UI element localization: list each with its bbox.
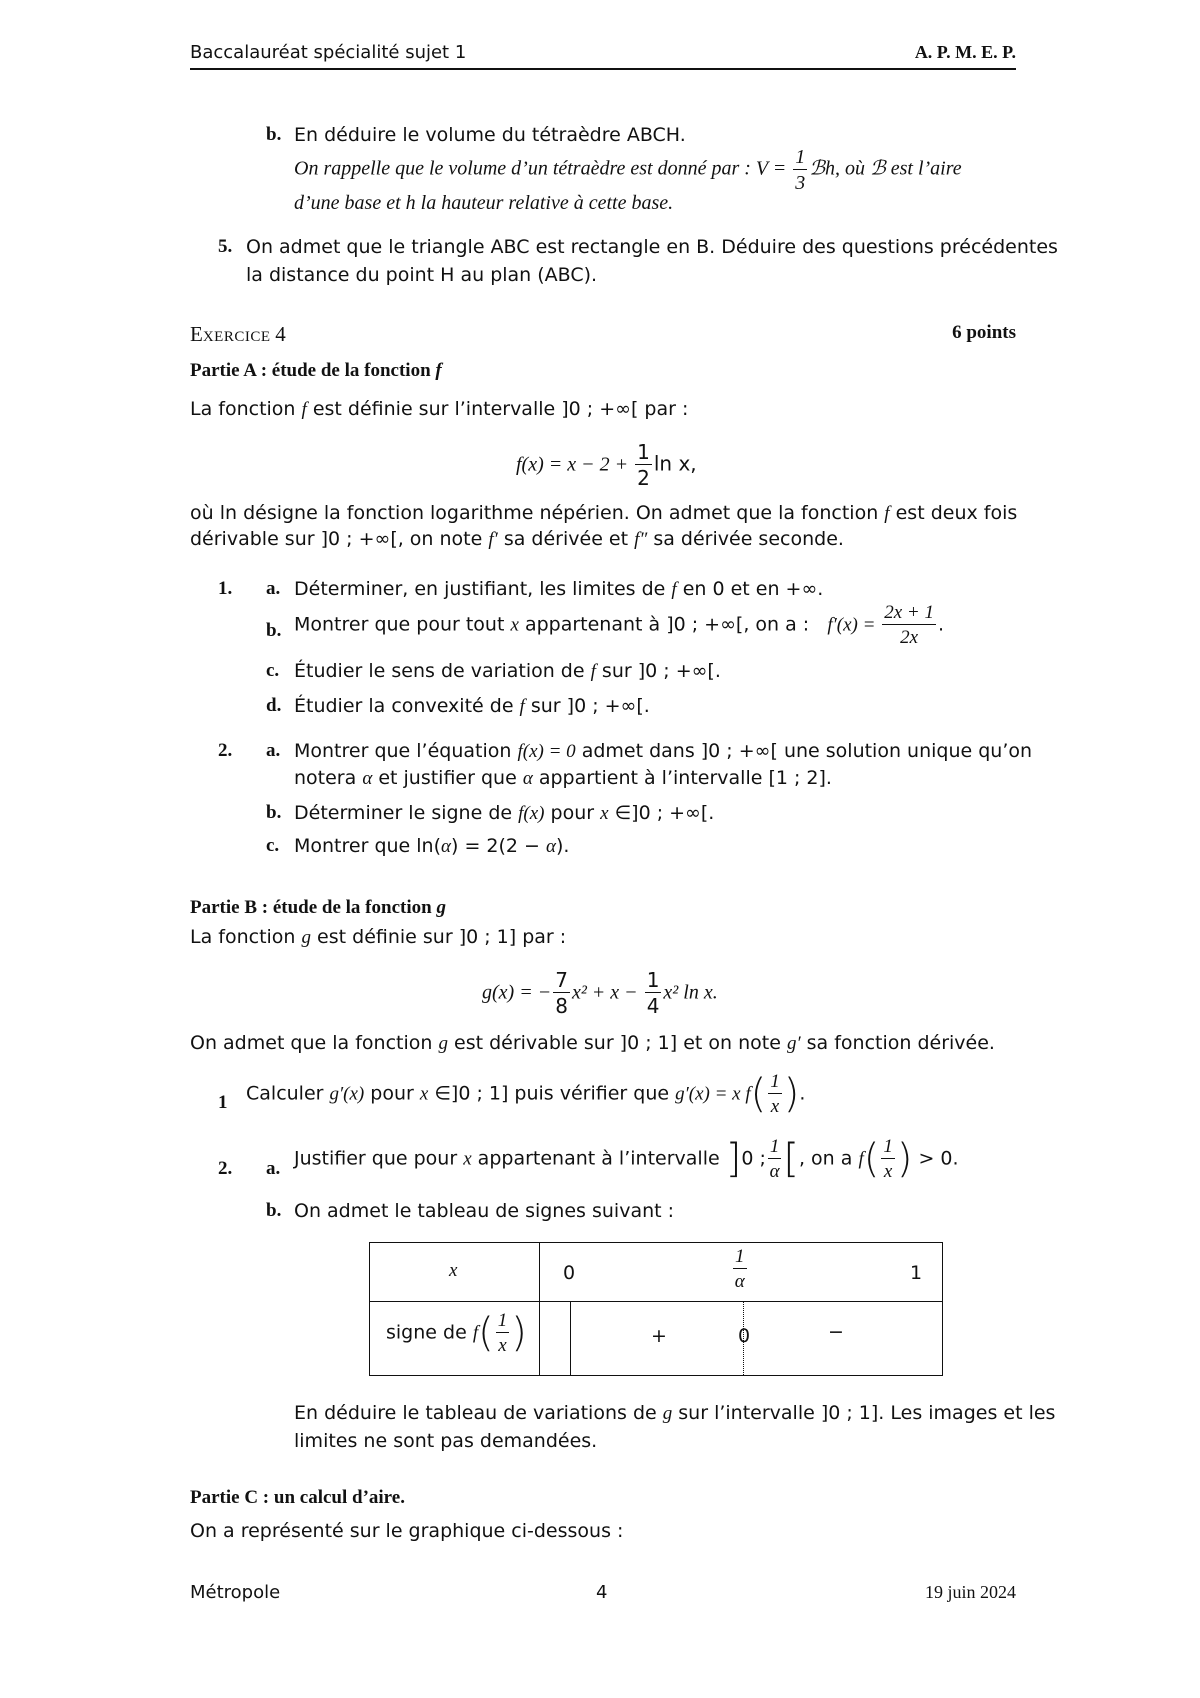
partB-q2a-text: Justifier que pour x appartenant à l’intervalle ]0 ; $\frac{1}{\alpha}$ [, on a f( $\frac{1}{x}$ ) > 0. [294,1136,959,1182]
exercise-title: EXERCICE 4 [190,322,286,346]
header-left: Baccalauréat spécialité sujet 1 [190,42,467,63]
partB-q2-number: 2. [218,1158,233,1179]
sign-table [369,1242,943,1376]
header-rule [190,68,1016,70]
partA-q2a-line1: Montrer que l’équation f(x) = 0 admet dans ]0 ; +∞[ une solution unique qu’on [294,740,1033,762]
q5-label: 5. [218,236,233,257]
partA-q2b-text: Déterminer le signe de f(x) pour x ∈]0 ; +∞[. [294,802,715,824]
sign-table-plus: + [651,1325,667,1347]
sign-table-zero: 0 [738,1325,751,1347]
sign-table-x-label: x [449,1260,458,1281]
partA-q1-number: 1. [218,578,233,599]
sign-table-row-label: signe de f( $\frac{1}{x}$ ) [386,1310,527,1356]
q4b-label: b. [266,124,282,145]
sign-table-row-divider [370,1301,942,1302]
partB-q1-text: Calculer g′(x) pour x ∈]0 ; 1] puis vérifier que g′(x) = x f( $\frac{1}{x}$ ). [246,1071,806,1117]
footer-left: Métropole [190,1582,281,1603]
q4b-text: En déduire le volume du tétraèdre ABCH. [294,124,686,146]
header-right: A. P. M. E. P. [914,42,1016,62]
sign-table-col-divider [539,1243,540,1375]
partA-q1d-label: d. [266,695,282,716]
partB-q2a-label: a. [266,1158,281,1179]
q5-line1: On admet que le triangle ABC est rectangle en B. Déduire des questions précédentes [246,236,1058,258]
sign-table-col-mid: $\frac{1}{\alpha}$ [734,1246,745,1292]
partB-q2b-text: On admet le tableau de signes suivant : [294,1200,675,1222]
partB-after-line1: En déduire le tableau de variations de g sur l’intervalle ]0 ; 1]. Les images et les [294,1402,1056,1424]
partB-text: On admet que la fonction g est dérivable sur ]0 ; 1] et on note g′ sa fonction dérivée. [190,1032,995,1054]
sign-table-col-end: 1 [910,1262,923,1284]
partA-q2c-label: c. [266,835,280,856]
partA-title: Partie A : étude de la fonction f [190,360,442,381]
partA-text-line2: dérivable sur ]0 ; +∞[, on note f′ sa dérivée et f″ sa dérivée seconde. [190,528,844,550]
q4b-note: On rappelle que le volume d’un tétraèdre est donné par : V = $\frac{1}{3}$ ℬh, où ℬ est l’aire [294,146,962,194]
sign-table-col-0: 0 [563,1262,576,1284]
partA-q1d-text: Étudier la convexité de f sur ]0 ; +∞[. [294,695,650,717]
partC-text: On a représenté sur le graphique ci-dessous : [190,1520,624,1542]
partB-after-line2: limites ne sont pas demandées. [294,1430,598,1452]
sign-table-minus: − [828,1321,844,1343]
partA-q1c-text: Étudier le sens de variation de f sur ]0 ; +∞[. [294,660,721,682]
partA-q2a-label: a. [266,740,281,761]
partA-q2c-text: Montrer que ln(α) = 2(2 − α). [294,835,570,857]
q4b-note-line2: d’une base et h la hauteur relative à cette base. [294,192,674,214]
partA-formula: f(x) = x − 2 + $\frac{1}{2}$ ln x, [516,440,697,490]
partB-title: Partie B : étude de la fonction g [190,897,446,918]
partA-text-line1: où ln désigne la fonction logarithme népérien. On admet que la fonction f est deux fois [190,502,1018,524]
footer-page-number: 4 [596,1582,608,1603]
partB-formula: g(x) = − $\frac{7}{8}$ x² + x − $\frac{1}{4}$ x² ln x. [482,968,718,1018]
partA-q2-number: 2. [218,740,233,761]
exercise-points: 6 points [952,322,1016,343]
partA-q2b-label: b. [266,802,282,823]
partA-q1c-label: c. [266,660,280,681]
partA-q1b-text: Montrer que pour tout x appartenant à ]0 ; +∞[, on a : f′(x) = $\frac{2x + 1}{2x}$ . [294,602,944,648]
partA-q1b-label: b. [266,620,282,641]
partB-intro: La fonction g est définie sur ]0 ; 1] par : [190,926,567,948]
sign-table-forbidden-bar [570,1301,571,1375]
q5-line2: la distance du point H au plan (ABC). [246,264,598,286]
partA-q1a-label: a. [266,578,281,599]
partC-title: Partie C : un calcul d’aire. [190,1487,405,1508]
footer-date: 19 juin 2024 [924,1582,1016,1602]
partB-q1-number: 1 [218,1092,228,1113]
partA-q1a-text: Déterminer, en justifiant, les limites de f en 0 et en +∞. [294,578,824,600]
partA-intro: La fonction f est définie sur l’intervalle ]0 ; +∞[ par : [190,398,689,420]
partA-q2a-line2: notera α et justifier que α appartient à l’intervalle [1 ; 2]. [294,767,832,789]
partB-q2b-label: b. [266,1200,282,1221]
